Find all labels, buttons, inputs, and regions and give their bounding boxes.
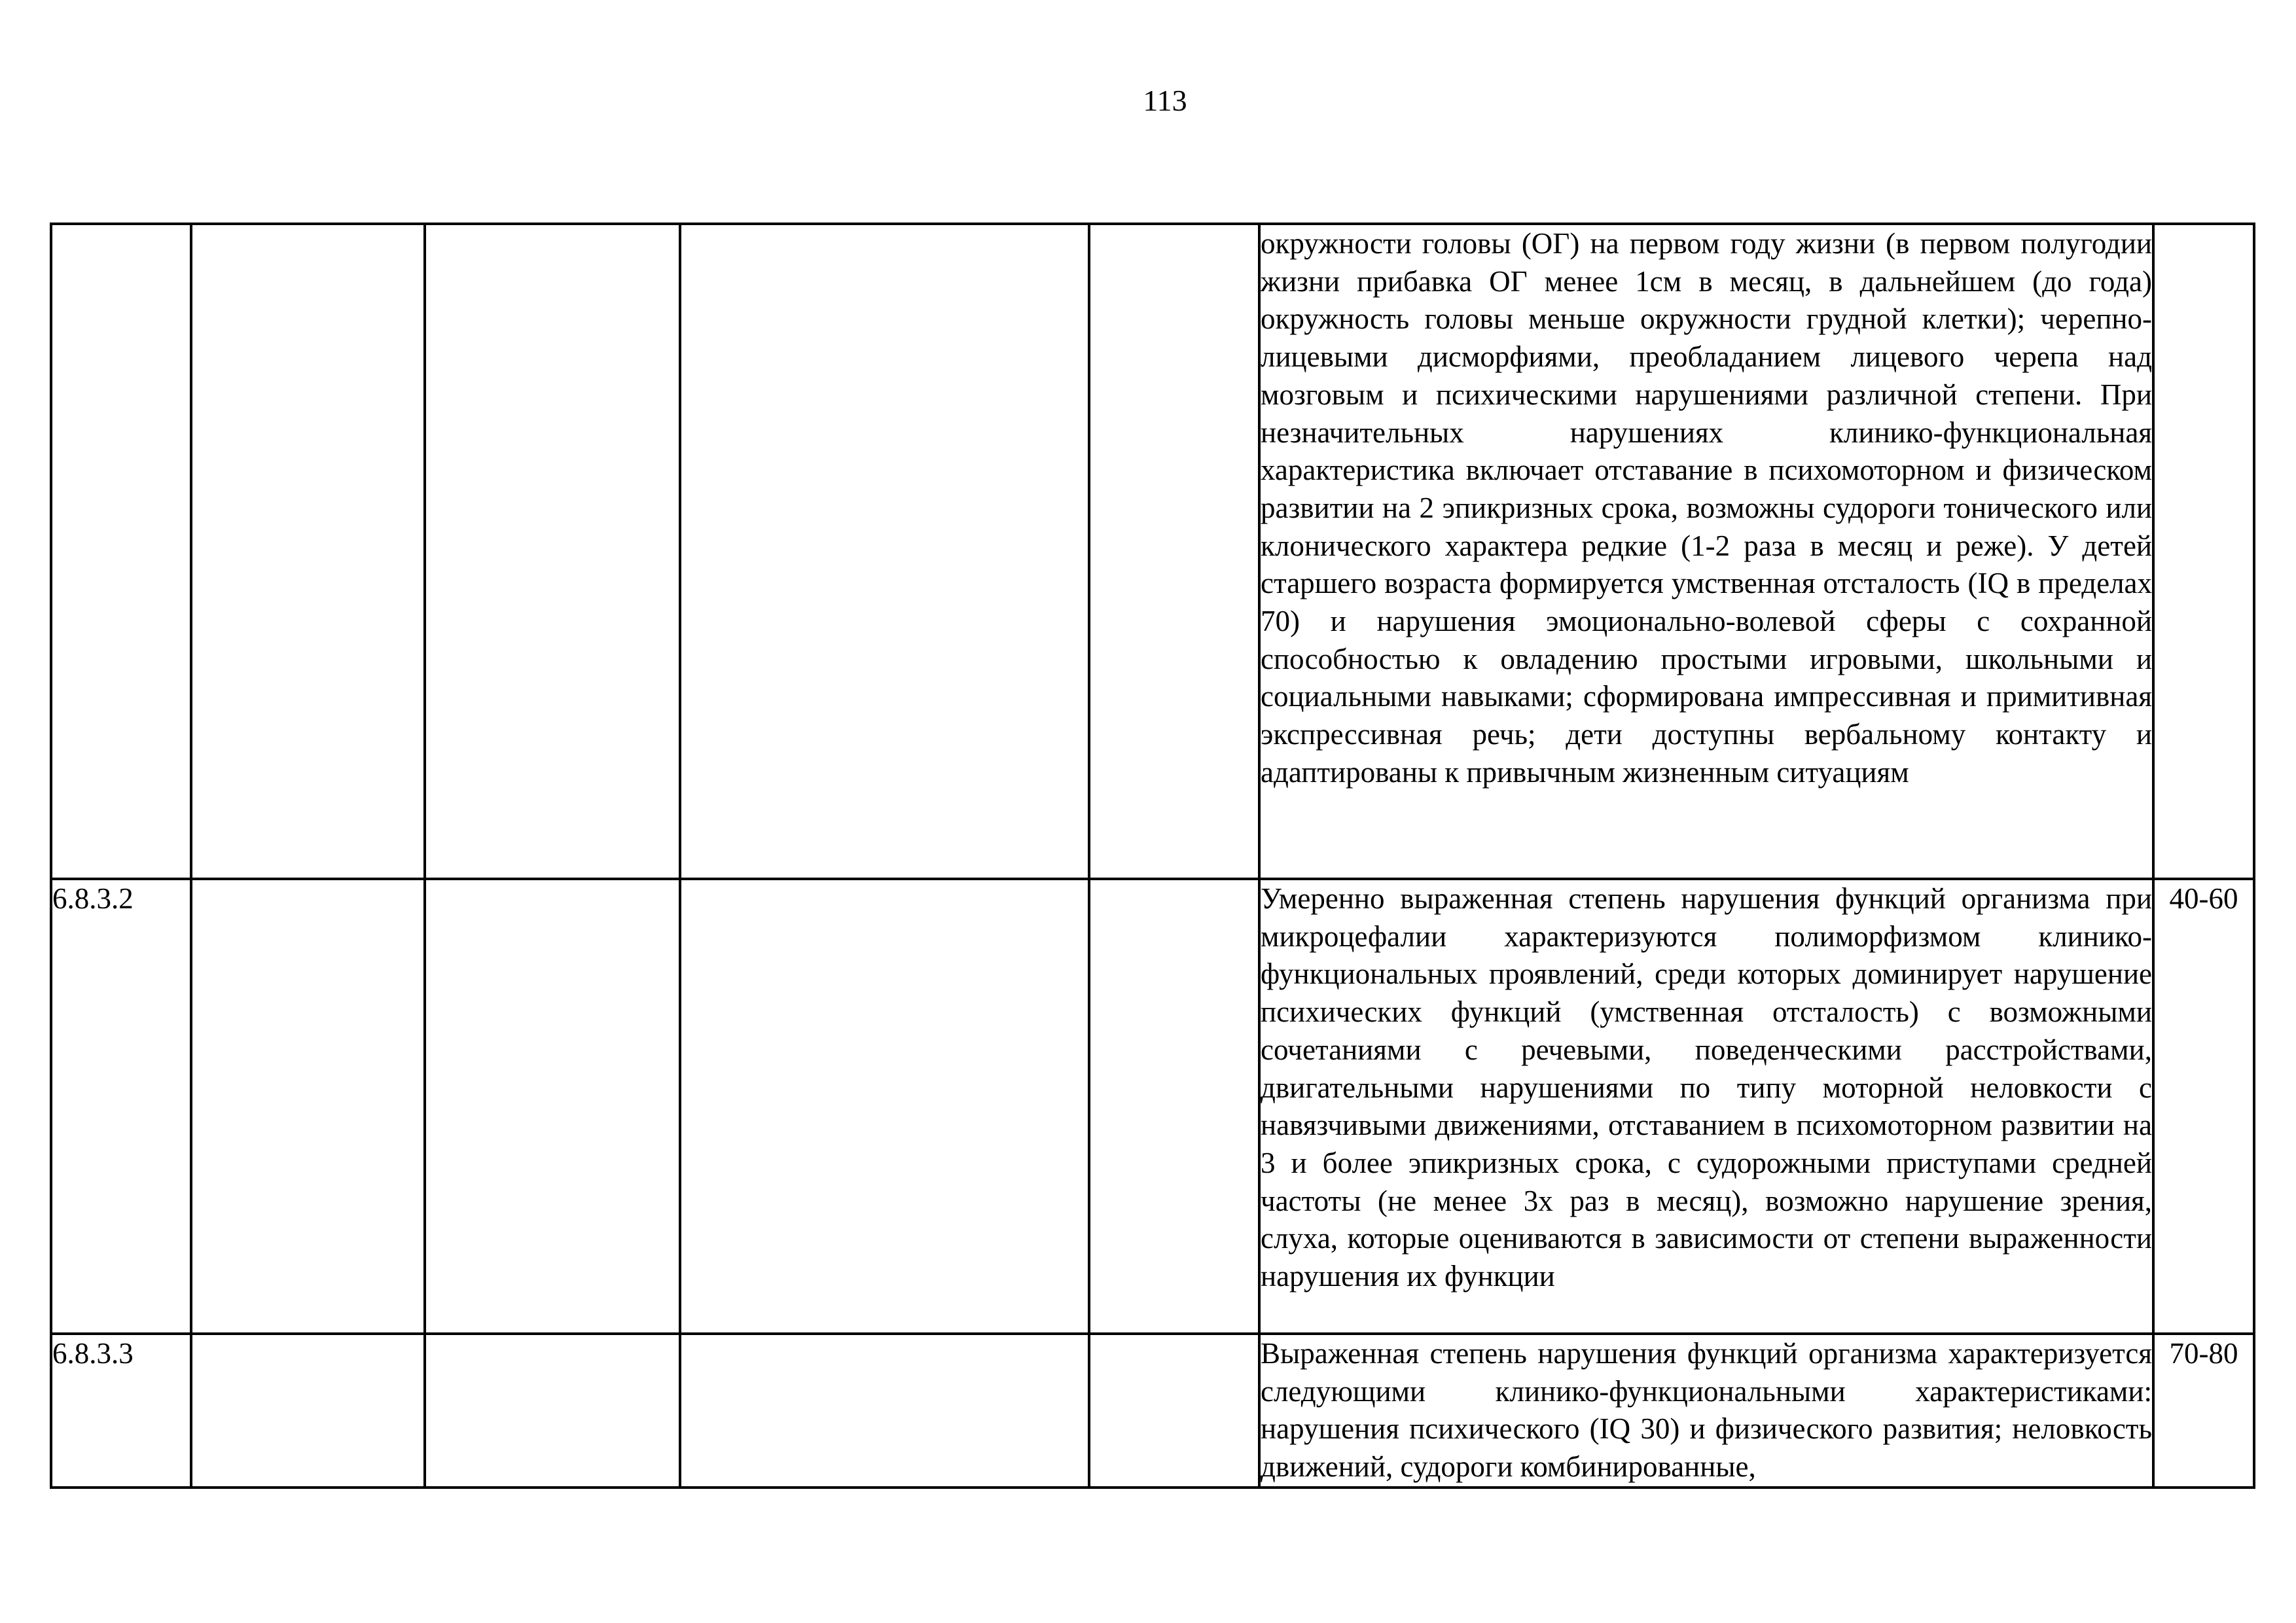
description-cell: Выраженная степень нарушения функций организма характеризуется следующими клинико-функциональными характеристиками: нарушения психического (IQ 30) и физического развития; неловкость движений, судороги комбинированные,: [1259, 1334, 2153, 1488]
table-row: [51, 1334, 2254, 1488]
empty-cell: [1089, 224, 1259, 879]
empty-cell: [425, 224, 680, 879]
score-cell: [2153, 224, 2254, 879]
empty-cell: [191, 879, 425, 1334]
empty-cell: [680, 224, 1089, 879]
empty-cell: [1089, 879, 1259, 1334]
empty-cell: [680, 1334, 1089, 1488]
empty-cell: [191, 224, 425, 879]
classification-table: [50, 223, 2255, 1489]
table-row: [51, 879, 2254, 1334]
description-cell: окружности головы (ОГ) на первом году жизни (в первом полугодии жизни прибавка ОГ менее 1см в месяц, в дальнейшем (до года) окружность головы меньше окружности грудной клетки); черепно-лицевыми дисморфиями, преобладанием лицевого черепа над мозговым и психическими нарушениями различной степени. При незначительных нарушениях клинико-функциональная характеристика включает отставание в психомоторном и физическом развитии на 2 эпикризных срока, возможны судороги тонического или клонического характера редкие (1-2 раза в месяц и реже). У детей старшего возраста формируется умственная отсталость (IQ в пределах 70) и нарушения эмоционально-волевой сферы с сохранной способностью к овладению простыми игровыми, школьными и социальными навыками; сформирована импрессивная и примитивная экспрессивная речь; дети доступны вербальному контакту и адаптированы к привычным жизненным ситуациям: [1259, 224, 2153, 879]
description-cell: Умеренно выраженная степень нарушения функций организма при микроцефалии характеризуются полиморфизмом клинико-функциональных проявлений, среди которых доминирует нарушение психических функций (умственная отсталость) с возможными сочетаниями с речевыми, поведенческими расстройствами, двигательными нарушениями по типу моторной неловкости с навязчивыми движениями, отставанием в психомоторном развитии на 3 и более эпикризных срока, с судорожными приступами средней частоты (не менее 3х раз в месяц), возможно нарушение зрения, слуха, которые оцениваются в зависимости от степени выраженности нарушения их функции: [1259, 879, 2153, 1334]
page-number: 113: [1143, 84, 1187, 117]
empty-cell: [680, 879, 1089, 1334]
code-cell: 6.8.3.3: [51, 1334, 191, 1488]
empty-cell: [425, 879, 680, 1334]
score-cell: 40-60: [2153, 879, 2254, 1334]
score-cell: 70-80: [2153, 1334, 2254, 1488]
empty-cell: [425, 1334, 680, 1488]
code-cell: [51, 224, 191, 879]
code-cell: 6.8.3.2: [51, 879, 191, 1334]
empty-cell: [191, 1334, 425, 1488]
empty-cell: [1089, 1334, 1259, 1488]
table-row: [51, 224, 2254, 879]
